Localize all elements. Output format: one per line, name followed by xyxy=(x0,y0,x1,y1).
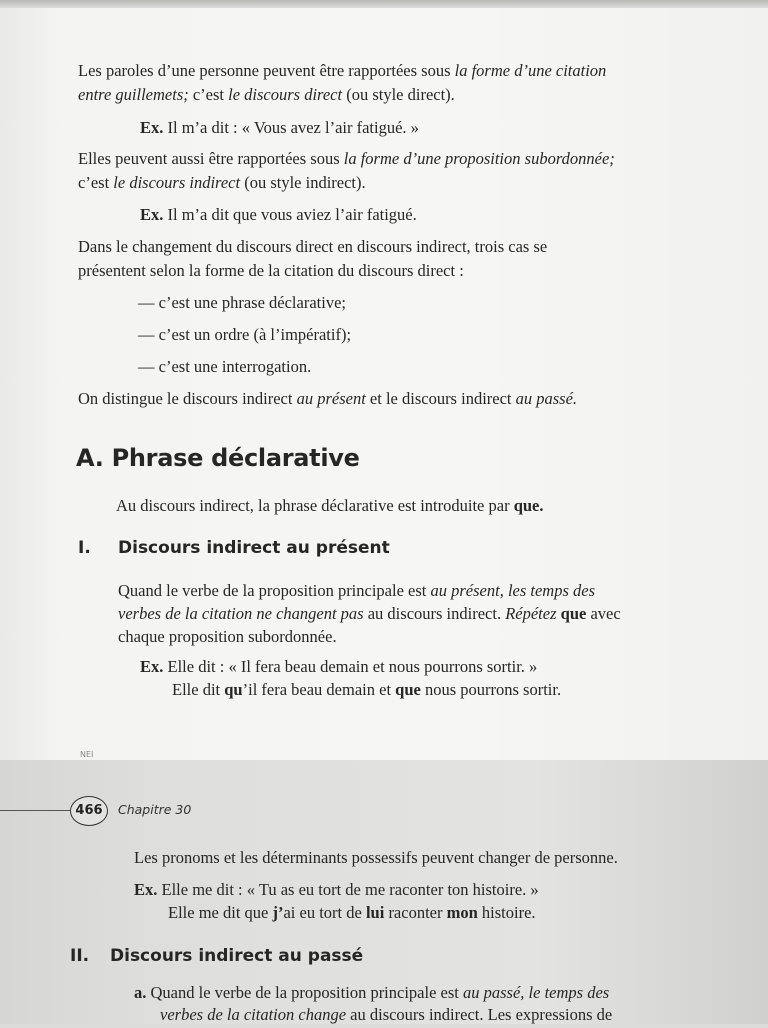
subsection-1-line3: chaque proposition subordonnée. xyxy=(118,627,337,646)
example-text: Elle dit : « Il fera beau demain et nous pourrons sortir. » xyxy=(163,657,538,676)
example-text: Elle me dit : « Tu as eu tort de me raconter ton histoire. » xyxy=(157,880,539,899)
third-paragraph-line2: présentent selon la forme de la citation du discours direct : xyxy=(78,261,464,280)
text: c’est xyxy=(188,85,229,104)
text-bold: j’ xyxy=(272,903,284,922)
text: avec xyxy=(586,604,621,623)
text: raconter xyxy=(384,903,447,922)
example-text: Il m’a dit : « Vous avez l’air fatigué. » xyxy=(163,118,419,137)
text-italic: verbes de la citation change xyxy=(160,1005,347,1024)
text: Quand le verbe de la proposition principale est xyxy=(118,581,431,600)
distinguish-line xyxy=(78,386,577,412)
text: histoire. xyxy=(477,903,536,922)
text: Les paroles d’une personne peuvent être rapportées sous xyxy=(78,61,455,80)
second-paragraph-line2 xyxy=(78,170,366,196)
subsection-title: Discours indirect au présent xyxy=(118,538,390,558)
footer-rule xyxy=(0,810,72,811)
page-number-badge: 466 xyxy=(70,796,108,826)
text: Au discours indirect, la phrase déclarative est introduite par xyxy=(116,496,514,515)
text: au discours indirect. Les expressions de xyxy=(346,1005,613,1024)
text-italic: verbes de la citation ne changent pas xyxy=(118,604,364,623)
scan-smudge: NEI xyxy=(80,750,94,759)
example-label: Ex. xyxy=(140,657,164,676)
example-3-line2 xyxy=(172,677,561,703)
item-a-line2 xyxy=(160,1002,612,1028)
text: et le discours indirect xyxy=(365,389,516,408)
text-italic: au présent, les temps des xyxy=(430,581,596,600)
text-bold: que xyxy=(556,604,587,623)
text-italic: au passé. xyxy=(515,389,578,408)
text: (ou style indirect). xyxy=(240,173,366,192)
text-bold: que. xyxy=(513,496,544,515)
item-label: a. xyxy=(134,983,147,1002)
text-bold: lui xyxy=(365,903,385,922)
text-italic: Répétez xyxy=(505,604,557,623)
case-item-imperative: — c’est un ordre (à l’impératif); xyxy=(138,325,352,344)
text: Quand le verbe de la proposition principale est xyxy=(146,983,463,1002)
section-a-intro xyxy=(116,493,544,519)
text-italic: le discours direct xyxy=(228,85,343,104)
text: ai eu tort de xyxy=(283,903,366,922)
text-italic: au présent xyxy=(296,389,366,408)
text: On distingue le discours indirect xyxy=(78,389,297,408)
subsection-number: I. xyxy=(78,538,91,558)
text-italic: le discours indirect xyxy=(113,173,241,192)
intro-paragraph-line2 xyxy=(78,82,455,108)
text: ’il fera beau demain et xyxy=(242,680,396,699)
example-label: Ex. xyxy=(140,205,164,224)
pronouns-paragraph: Les pronoms et les déterminants possessifs peuvent changer de personne. xyxy=(134,848,618,867)
text-bold: qu xyxy=(224,680,243,699)
text: nous pourrons sortir. xyxy=(420,680,562,699)
text: Elle dit xyxy=(172,680,225,699)
second-paragraph-line1 xyxy=(78,146,615,172)
text-italic: la forme d’une proposition subordonnée; xyxy=(343,149,615,168)
subsection-number: II. xyxy=(70,946,90,966)
case-item-declarative: — c’est une phrase déclarative; xyxy=(138,293,346,312)
example-4-line2 xyxy=(168,900,536,926)
text: Elle me dit que xyxy=(168,903,273,922)
third-paragraph-line1: Dans le changement du discours direct en discours indirect, trois cas se xyxy=(78,237,548,256)
text: au discours indirect. xyxy=(363,604,506,623)
text-bold: que xyxy=(395,680,421,699)
example-label: Ex. xyxy=(134,880,158,899)
example-2 xyxy=(140,202,417,228)
text-italic: la forme d’une citation xyxy=(454,61,607,80)
text: c’est xyxy=(78,173,114,192)
section-heading-a: A. Phrase déclarative xyxy=(76,444,360,472)
case-item-interrogation: — c’est une interrogation. xyxy=(138,357,312,376)
subsection-heading-1 xyxy=(78,538,390,558)
example-label: Ex. xyxy=(140,118,164,137)
intro-paragraph-line1 xyxy=(78,58,606,84)
example-text: Il m’a dit que vous aviez l’air fatigué. xyxy=(163,205,417,224)
subsection-heading-2 xyxy=(70,946,363,966)
text-italic: au passé, le temps des xyxy=(463,983,610,1002)
text-italic: entre guillemets; xyxy=(78,85,189,104)
chapter-label: Chapitre 30 xyxy=(118,802,192,817)
text-bold: mon xyxy=(446,903,478,922)
text: Elles peuvent aussi être rapportées sous xyxy=(78,149,344,168)
subsection-title: Discours indirect au passé xyxy=(110,946,364,966)
example-1 xyxy=(140,115,419,141)
text: (ou style direct). xyxy=(342,85,455,104)
